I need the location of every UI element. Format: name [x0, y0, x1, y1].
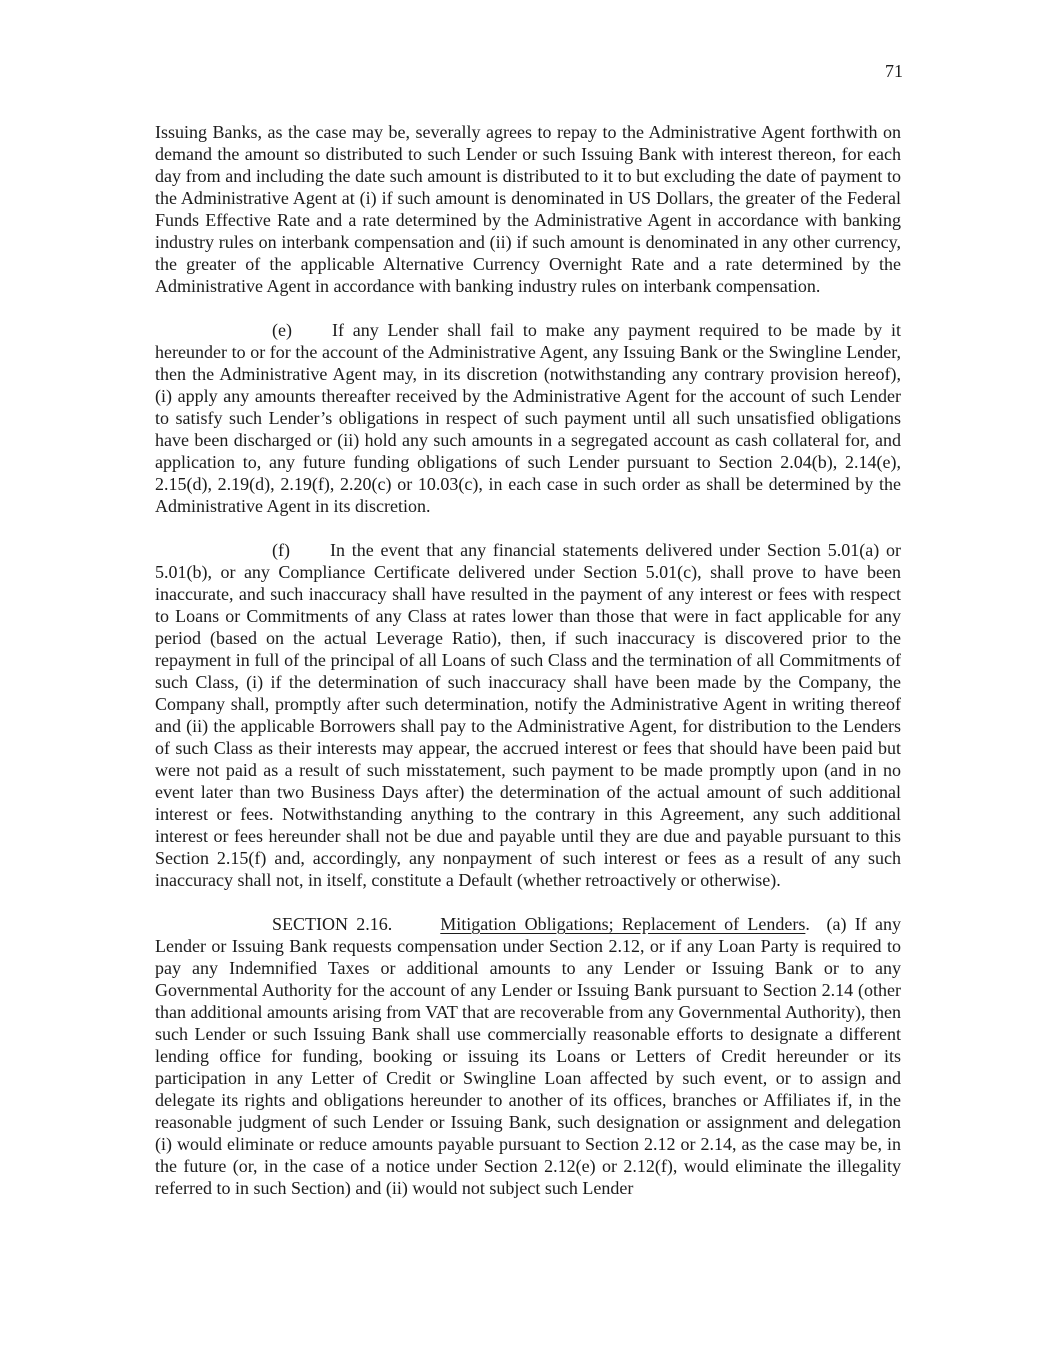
page-number: 71 [885, 61, 903, 81]
paragraph-label: (f) [272, 540, 290, 560]
paragraph-text: . (a) If any Lender or Issuing Bank requests compensation under Section 2.12, or if any Loan Party is required to pay any Indemnified Taxes or additional amounts to any Lender or Issuing Bank or to any Governmental Authority for the account of any Lender or Issuing Bank pursuant to Section 2.14 (other than additional amounts arising from VAT that are recoverable from any Governmental Authority), then such Lender or such Issuing Bank shall use commercially reasonable efforts to designate a different lending office for funding, booking or issuing its Loans or Letters of Credit hereunder or its participation in any Letter of Credit or Swingline Loan affected by such event, or to assign and delegate its rights and obligations hereunder to another of its offices, branches or Affiliates if, in the reasonable judgment of such Lender or Issuing Bank, such designation or assignment and delegation (i) would eliminate or reduce amounts payable pursuant to Section 2.12 or 2.14, as the case may be, in the future (or, in the case of a notice under Section 2.12(e) or 2.12(f), would eliminate the illegality referred to in such Section) and (ii) would not subject such Lender [155, 914, 902, 1198]
page-content [155, 121, 901, 1221]
paragraph-label: (e) [272, 320, 292, 340]
paragraph-text: If any Lender shall fail to make any payment required to be made by it hereunder to or for the account of the Administrative Agent, any Issuing Bank or the Swingline Lender, then the Administrative Agent may, in its discretion (notwithstanding any contrary provision hereof), (i) apply any amounts thereafter received by the Administrative Agent for the account of such Lender to satisfy such Lender’s obligations in respect of such payment until all such unsatisfied obligations have been discharged or (ii) hold any such amounts in a segregated account as cash collateral for, and application to, any future funding obligations of such Lender pursuant to Section 2.04(b), 2.14(e), 2.15(d), 2.19(d), 2.19(f), 2.20(c) or 10.03(c), in each case in such order as shall be determined by the Administrative Agent in its discretion. [155, 320, 901, 516]
paragraph-f [155, 539, 901, 891]
paragraph-continuation [155, 121, 901, 297]
paragraph-e [155, 319, 901, 517]
paragraph-section-2-16 [155, 913, 901, 1199]
section-label: SECTION 2.16. [272, 914, 393, 934]
section-heading: Mitigation Obligations; Replacement of Lenders [440, 914, 806, 934]
paragraph-text: Issuing Banks, as the case may be, severally agrees to repay to the Administrative Agent forthwith on demand the amount so distributed to such Lender or such Issuing Bank with interest thereon, for each day from and including the date such amount is distributed to it to but excluding the date of payment to the Administrative Agent at (i) if such amount is denominated in US Dollars, the greater of the Federal Funds Effective Rate and a rate determined by the Administrative Agent in accordance with banking industry rules on interbank compensation and (ii) if such amount is denominated in any other currency, the greater of the applicable Alternative Currency Overnight Rate and a rate determined by the Administrative Agent in accordance with banking industry rules on interbank compensation. [155, 122, 901, 296]
paragraph-text: In the event that any financial statements delivered under Section 5.01(a) or 5.01(b), or any Compliance Certificate delivered under Section 5.01(c), shall prove to have been inaccurate, and such inaccuracy shall have resulted in the payment of any interest or fees with respect to Loans or Commitments of any Class at rates lower than those that were in fact applicable for any period (based on the actual Leverage Ratio), then, if such inaccuracy is discovered prior to the repayment in full of the principal of all Loans of such Class and the termination of all Commitments of such Class, (i) if the determination of such inaccuracy shall have been made by the Company, the Company shall, promptly after such determination, notify the Administrative Agent in writing thereof and (ii) the applicable Borrowers shall pay to the Administrative Agent, for distribution to the Lenders of such Class as their interests may appear, the accrued interest or fees that should have been paid but were not paid as a result of such misstatement, such payment to be made promptly upon (and in no event later than two Business Days after) the determination of the actual amount of such additional interest or fees. Notwithstanding anything to the contrary in this Agreement, any such additional interest or fees hereunder shall not be due and payable until they are due and payable pursuant to this Section 2.15(f) and, accordingly, any nonpayment of such interest or fees as a result of any such inaccuracy shall not, in itself, constitute a Default (whether retroactively or otherwise). [155, 540, 901, 890]
